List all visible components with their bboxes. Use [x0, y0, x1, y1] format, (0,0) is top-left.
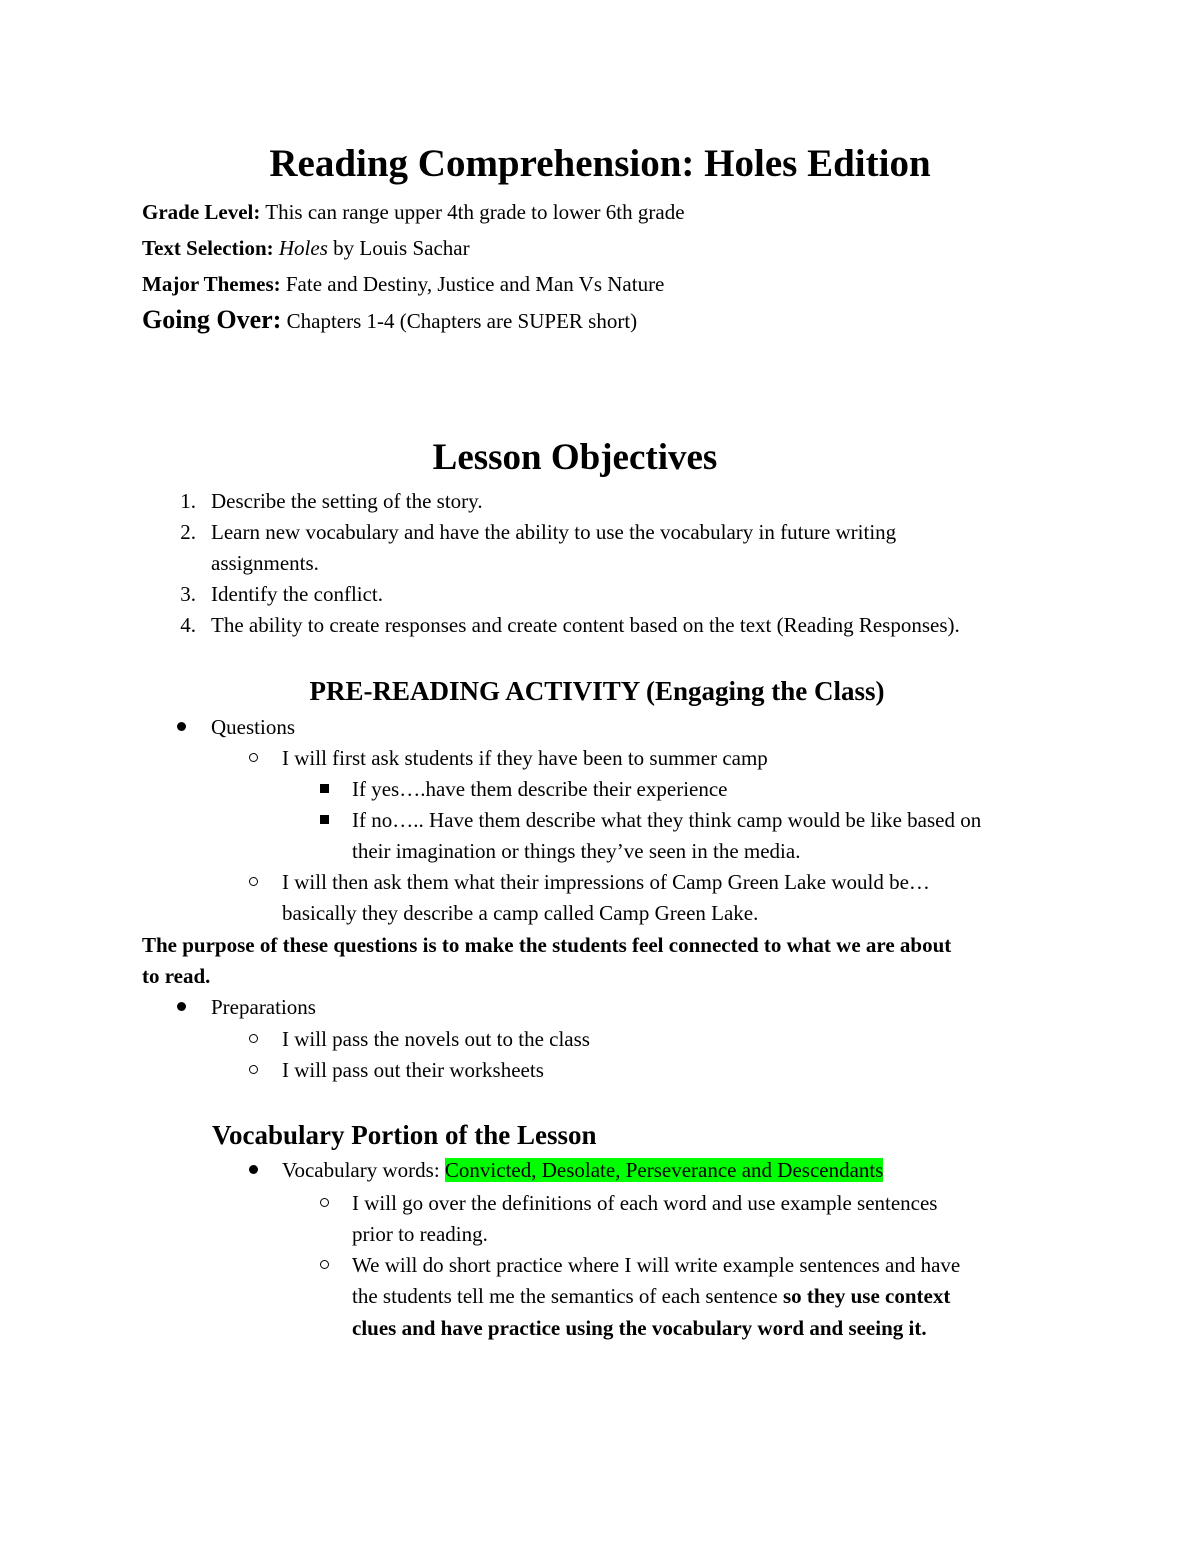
objective-number: 4.	[180, 613, 196, 637]
square-bullet-icon	[320, 784, 329, 793]
question-subitem: If no….. Have them describe what they think camp would be like based on	[352, 808, 982, 832]
major-themes-value: Fate and Destiny, Justice and Man Vs Nature	[280, 272, 665, 296]
major-themes-line	[142, 271, 664, 297]
grade-level-label: Grade Level:	[142, 200, 261, 224]
objective-item: Learn new vocabulary and have the ability to use the vocabulary in future writing	[211, 520, 897, 544]
circle-bullet-icon	[320, 1198, 329, 1207]
text-selection-line	[142, 235, 470, 261]
square-bullet-icon	[320, 815, 329, 824]
text-selection-author: by Louis Sachar	[327, 236, 470, 260]
question-item: I will then ask them what their impressions of Camp Green Lake would be…	[282, 870, 930, 894]
disc-bullet-icon	[177, 722, 186, 731]
vocabulary-item-continued	[352, 1283, 950, 1309]
text-selection-title: Holes	[278, 236, 328, 260]
question-item-continued: basically they describe a camp called Camp Green Lake.	[282, 901, 759, 925]
questions-label: Questions	[211, 715, 295, 739]
purpose-statement-continued: to read.	[142, 964, 211, 988]
pre-reading-heading: PRE-READING ACTIVITY (Engaging the Class)	[309, 676, 885, 706]
going-over-label: Going Over:	[142, 305, 282, 334]
lesson-objectives-heading: Lesson Objectives	[432, 437, 718, 478]
circle-bullet-icon	[249, 1034, 258, 1043]
grade-level-line	[142, 199, 685, 225]
question-subitem: If yes….have them describe their experience	[352, 777, 728, 801]
vocabulary-words-highlight: Convicted, Desolate, Perseverance and Descendants	[444, 1158, 884, 1182]
purpose-statement: The purpose of these questions is to make the students feel connected to what we are about	[142, 933, 952, 957]
question-subitem-continued: their imagination or things they’ve seen in the media.	[352, 839, 801, 863]
question-item: I will first ask students if they have been to summer camp	[282, 746, 768, 770]
grade-level-value: This can range upper 4th grade to lower 6th grade	[260, 200, 685, 224]
objective-item: The ability to create responses and create content based on the text (Reading Responses).	[211, 613, 960, 637]
objective-item-continued: assignments.	[211, 551, 319, 575]
document-title: Reading Comprehension: Holes Edition	[269, 142, 931, 185]
vocabulary-words-label: Vocabulary words:	[282, 1158, 445, 1182]
circle-bullet-icon	[249, 1065, 258, 1074]
vocabulary-item-bold-text: so they use context	[782, 1284, 951, 1308]
vocabulary-words-line	[282, 1157, 883, 1183]
vocabulary-item-continued: prior to reading.	[352, 1222, 488, 1246]
text-selection-label: Text Selection:	[142, 236, 274, 260]
vocabulary-heading: Vocabulary Portion of the Lesson	[212, 1120, 597, 1150]
disc-bullet-icon	[177, 1002, 186, 1011]
objective-number: 3.	[180, 582, 196, 606]
circle-bullet-icon	[320, 1260, 329, 1269]
objective-item: Describe the setting of the story.	[211, 489, 483, 513]
vocabulary-item-bold-continued: clues and have practice using the vocabulary word and seeing it.	[352, 1316, 927, 1340]
disc-bullet-icon	[249, 1165, 258, 1174]
circle-bullet-icon	[249, 753, 258, 762]
preparation-item: I will pass out their worksheets	[282, 1058, 544, 1082]
vocabulary-item: I will go over the definitions of each word and use example sentences	[352, 1191, 938, 1215]
going-over-line	[142, 307, 637, 334]
preparation-item: I will pass the novels out to the class	[282, 1027, 590, 1051]
major-themes-label: Major Themes:	[142, 272, 281, 296]
preparations-label: Preparations	[211, 995, 316, 1019]
vocabulary-item-plain-text: the students tell me the semantics of each sentence	[352, 1284, 783, 1308]
objective-number: 2.	[180, 520, 196, 544]
objective-number: 1.	[180, 489, 196, 513]
vocabulary-item: We will do short practice where I will write example sentences and have	[352, 1253, 961, 1277]
circle-bullet-icon	[249, 877, 258, 886]
objective-item: Identify the conflict.	[211, 582, 384, 606]
going-over-value: Chapters 1-4 (Chapters are SUPER short)	[281, 309, 638, 333]
